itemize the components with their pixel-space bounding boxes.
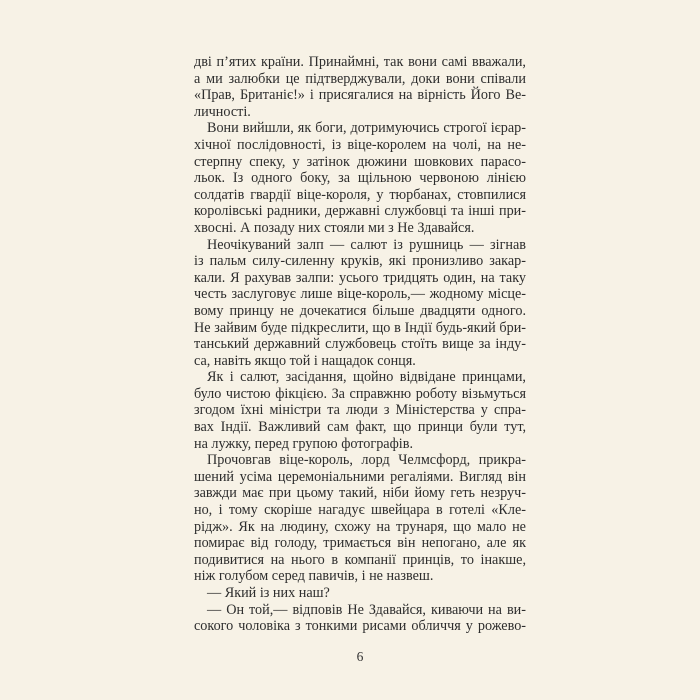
text-line: хвосні. А позаду них стояли ми з Не Здавайся.: [194, 219, 475, 236]
paragraph: [194, 54, 526, 120]
text-line: солдатів гвардії віце-короля, у тюрбанах, стовпилися: [194, 186, 526, 203]
text-line: подивитися на нього в компанії принців, то інакше,: [194, 551, 526, 568]
text-line: кали. Я рахував залпи: усього тридцять один, на таку: [194, 269, 526, 286]
text-line: а ми залюбки це підтверджували, доки вони співали: [194, 70, 526, 87]
text-line: — Який із них наш?: [207, 585, 330, 601]
text-line: завжди має при цьому такий, ніби йому геть незруч-: [194, 485, 526, 502]
text-line: рідж». Як на людину, схожу на трунаря, що мало не: [194, 518, 526, 535]
text-line: льок. Із одного боку, за щільною червоною лінією: [194, 170, 526, 187]
paragraph: [194, 369, 526, 452]
text-line: із пальм силу-силенну круків, які пронизливо закар-: [194, 253, 526, 270]
paragraph: [194, 602, 526, 635]
text-line: згодом їхні міністри та люди з Міністерства у спра-: [194, 402, 526, 419]
text-line: са, навіть якщо той і нащадок сонця.: [194, 352, 416, 369]
page-text: [194, 54, 526, 635]
text-line: Як і салют, засідання, щойно відвідане принцами,: [207, 369, 526, 386]
text-line: було чистою фікцією. За справжню роботу візьмуться: [194, 385, 526, 402]
text-line: дві п’ятих країни. Принаймні, так вони самі вважали,: [194, 54, 526, 70]
text-line: ніж голубом серед павичів, і не назвеш.: [194, 568, 434, 585]
text-line: вому принцу не дочекатися більше двадцяти одного.: [194, 302, 527, 319]
text-line: — Он той,— відповів Не Здавайся, киваючи на ви-: [207, 601, 526, 618]
text-line: Неочікуваний залп — салют із рушниць — зігнав: [207, 236, 526, 253]
page-number: 6: [356, 649, 364, 664]
text-line: королівські радники, державні службовці та інші при-: [194, 203, 526, 220]
text-line: на лужку, перед групою фотографів.: [194, 435, 413, 452]
text-line: личності.: [194, 103, 251, 120]
text-line: стерпну спеку, у затінок дюжини шовкових парасо-: [194, 153, 527, 170]
paragraph: [194, 585, 526, 602]
text-line: шений усіма церемоніальними регаліями. Вигляд він: [194, 468, 527, 485]
text-line: вах Індії. Важливий сам факт, що принци були тут,: [194, 419, 527, 436]
paragraph: [194, 120, 526, 236]
text-line: сокого чоловіка з тонкими рисами обличчя у рожево-: [194, 618, 527, 635]
text-line: Прочовгав віце-король, лорд Челмсфорд, прикра-: [207, 452, 527, 469]
text-line: Вони вийшли, як боги, дотримуючись строгої ієрар-: [207, 120, 526, 137]
text-line: честь заслуговує лише віце-король,— жодному місце-: [194, 286, 526, 303]
paragraph: [194, 452, 526, 585]
paragraph: [194, 237, 526, 370]
text-line: но, і тому скоріше нагадує швейцара в готелі «Кле-: [194, 502, 526, 519]
text-line: танський державний службовець стоїть вище за інду-: [194, 336, 526, 353]
text-line: помирає від голоду, тримається він непогано, але як: [194, 535, 526, 552]
text-line: хічної послідовності, із віце-королем на чолі, на не-: [194, 136, 526, 153]
text-line: «Прав, Британіє!» і присягалися на вірність Його Ве-: [194, 87, 526, 104]
text-line: Не зайвим буде підкреслити, що в Індії будь-який бри-: [194, 319, 527, 336]
